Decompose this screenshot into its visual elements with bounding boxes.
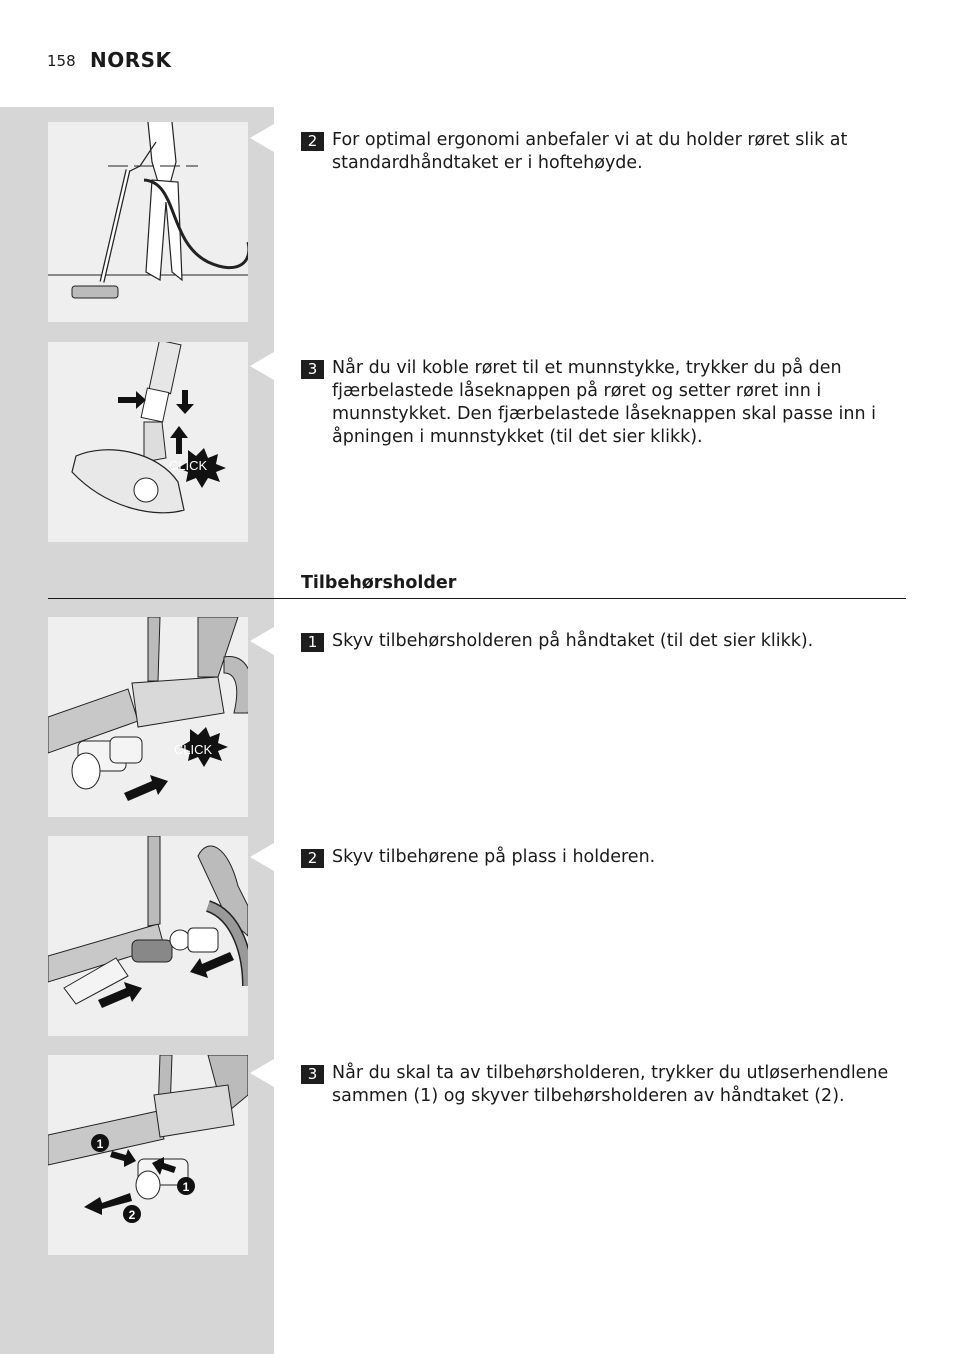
step-number: 2: [301, 132, 324, 151]
click-label: CLICK: [173, 742, 213, 757]
step-connect-nozzle: [301, 357, 913, 449]
step-attach-holder: [301, 630, 913, 653]
click-label: CLICK: [168, 458, 208, 473]
step-text: Når du skal ta av tilbehørsholderen, trykker du utløserhendlene sammen (1) og skyver tilbehørsholderen av håndtaket (2).: [332, 1063, 889, 1106]
step-number: 3: [301, 1065, 324, 1084]
step-number: 2: [301, 849, 324, 868]
step-remove-holder: [301, 1062, 913, 1108]
page-number: 158: [47, 52, 76, 70]
illustration-remove-holder: [48, 1055, 248, 1255]
step-number: 3: [301, 360, 324, 379]
step-text: Skyv tilbehørene på plass i holderen.: [332, 847, 656, 867]
pointer-notch: [250, 627, 274, 655]
step-insert-accessories: [301, 846, 913, 869]
section-title: NORSK: [90, 48, 172, 72]
illustration-pipe-nozzle-click: [48, 342, 248, 542]
callout-1: 1: [96, 1137, 104, 1151]
illustration-holder-on-handle: [48, 617, 248, 817]
pointer-notch: [250, 843, 274, 871]
step-text: Når du vil koble røret til et munnstykke, trykker du på den fjærbelastede låseknappen på røret og setter røret inn i munnstykket. Den fjærbelastede låseknappen skal passe inn i åpningen i munnstykket (til det sier klikk).: [332, 358, 877, 447]
callout-2: 2: [128, 1208, 136, 1222]
callout-1: 1: [182, 1180, 190, 1194]
step-ergonomics: [301, 129, 913, 175]
section-divider: [48, 598, 906, 599]
step-text: For optimal ergonomi anbefaler vi at du holder røret slik at standardhåndtaket er i hoftehøyde.: [332, 130, 848, 173]
illustration-accessories-into-holder: [48, 836, 248, 1036]
step-number: 1: [301, 633, 324, 652]
pointer-notch: [250, 1059, 274, 1087]
pointer-notch: [250, 124, 274, 152]
accessory-holder-heading: Tilbehørsholder: [301, 573, 457, 593]
step-text: Skyv tilbehørsholderen på håndtaket (til det sier klikk).: [332, 631, 814, 651]
pointer-notch: [250, 352, 274, 380]
illustration-person-vacuuming: [48, 122, 248, 322]
